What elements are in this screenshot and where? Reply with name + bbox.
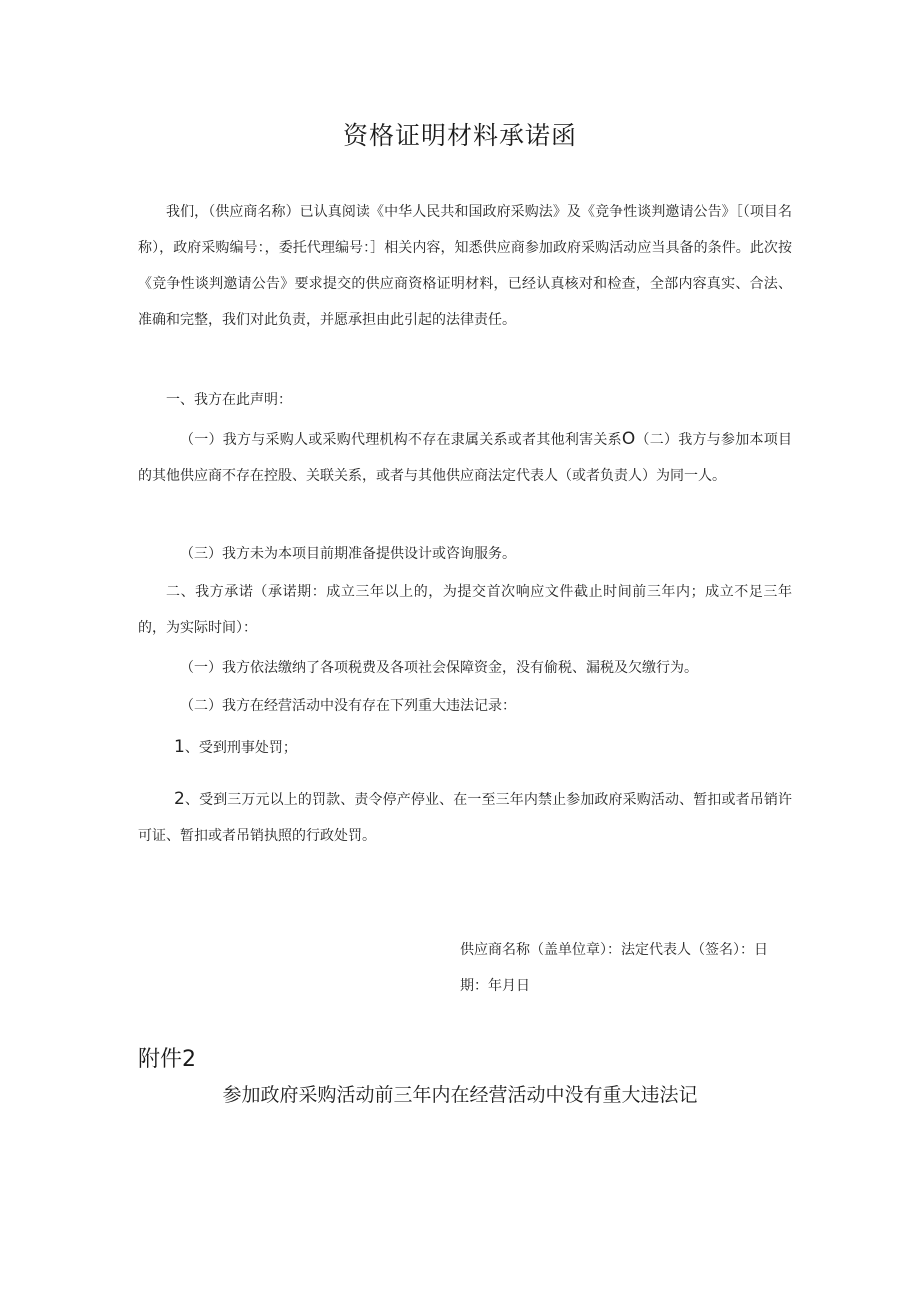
section2-item1: （一）我方依法缴纳了各项税费及各项社会保障资金，没有偷税、漏税及欠缴行为。 xyxy=(180,660,698,676)
section1-heading: 一、我方在此声明： xyxy=(166,392,292,408)
intro-paragraph: 我们，（供应商名称）已认真阅读《中华人民共和国政府采购法》及《竞争性谈判邀请公告》［（项目名称），政府采购编号：，委托代理编号：］相关内容，知悉供应商参加政府采购活动应当具备的条件。此次按《竞争性谈判邀请公告》要求提交的供应商资格证明材料，已经认真核对和检查，全部内容真实、合法、准确和完整，我们对此负责，并愿承担由此引起的法律责任。 xyxy=(138,204,792,328)
section1-items-paragraph xyxy=(138,421,792,494)
section2-item2: （二）我方在经营活动中没有存在下列重大违法记录： xyxy=(180,698,516,714)
section1-item3: （三）我方未为本项目前期准备提供设计或咨询服务。 xyxy=(180,546,516,562)
record-2-text: 、受到三万元以上的罚款、责令停产停业、在一至三年内禁止参加政府采购活动、暂扣或者吊销许可证、暂扣或者吊销执照的行政处罚。 xyxy=(138,792,792,844)
section1-item2: （二）我方与参加本项目的其他供应商不存在控股、关联关系，或者与其他供应商法定代表人（或者负责人）为同一人。 xyxy=(138,432,793,484)
section1-item1: （一）我方与采购人或采购代理机构不存在隶属关系或者其他利害关系 xyxy=(180,432,622,448)
annex-title: 参加政府采购活动前三年内在经营活动中没有重大违法记 xyxy=(222,1084,698,1106)
page-title: 资格证明材料承诺函 xyxy=(342,121,577,150)
record-1 xyxy=(138,729,792,766)
record-2 xyxy=(138,781,792,854)
record-1-number: 1 xyxy=(174,737,185,757)
circle-mark: O xyxy=(621,429,636,449)
section2-heading: 二、我方承诺（承诺期：成立三年以上的，为提交首次响应文件截止时间前三年内；成立不足三年的，为实际时间）： xyxy=(138,584,792,636)
record-1-text: 、受到刑事处罚； xyxy=(184,740,297,756)
signature-block: 供应商名称（盖单位章）：法定代表人（签名）：日期：年月日 xyxy=(460,942,768,994)
annex-label: 附件2 xyxy=(138,1047,196,1072)
record-2-number: 2 xyxy=(174,789,185,809)
